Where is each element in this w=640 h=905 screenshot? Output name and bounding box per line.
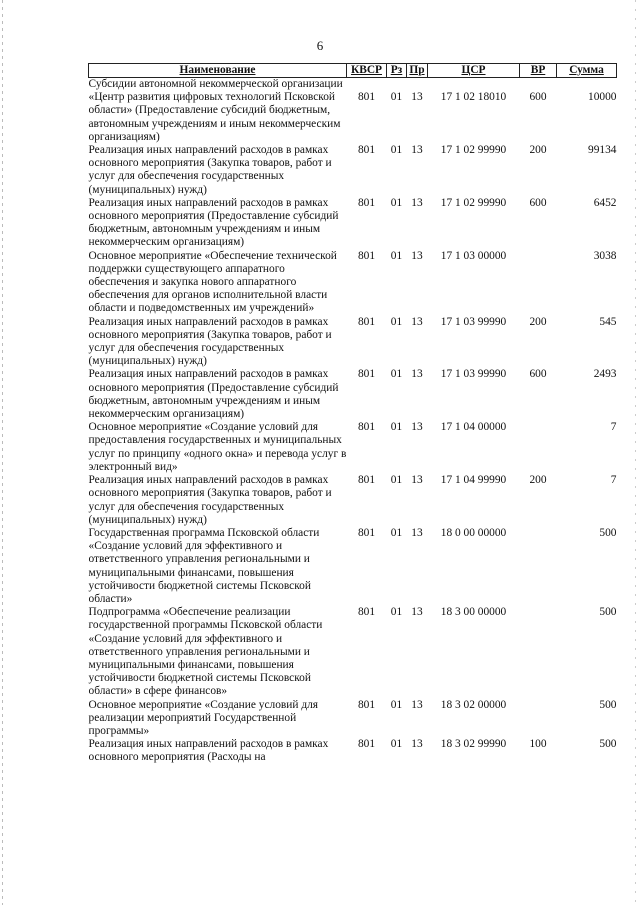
cell-vr: 100 bbox=[529, 738, 547, 751]
cell-name: Основное мероприятие «Обеспечение технической поддержки существующего аппаратного обеспечения и закупка нового аппаратного обеспечения для органов исполнительной власти области и подведомственных им учреждений» bbox=[88, 249, 337, 315]
cell-name: Субсидии автономной некоммерческой организации «Центр развития цифровых технологий Псковской области» (Предоставление субсидий бюджетным, автономным учреждениям и иным некоммерческим организациям) bbox=[88, 78, 343, 143]
cell-vr bbox=[520, 421, 557, 474]
table-row bbox=[89, 316, 617, 369]
cell-rz: 01 bbox=[390, 196, 403, 209]
table-row bbox=[89, 368, 617, 421]
cell-sum: 500 bbox=[599, 738, 617, 751]
cell-csr: 17 1 02 18010 bbox=[440, 91, 507, 103]
table-row bbox=[89, 527, 617, 606]
cell-pr: 13 bbox=[411, 91, 423, 103]
cell-csr: 17 1 03 99990 bbox=[440, 368, 507, 381]
budget-table bbox=[88, 63, 617, 765]
cell-csr: 17 1 04 99990 bbox=[440, 474, 507, 487]
cell-pr: 13 bbox=[411, 368, 423, 381]
cell-name: Реализация иных направлений расходов в рамках основного мероприятия (Закупка товаров, работ и услуг для обеспечения государственных (муниципальных) нужд) bbox=[88, 144, 332, 196]
cell-pr: 13 bbox=[411, 474, 423, 487]
cell-sum: 500 bbox=[599, 606, 617, 619]
page-number: 6 bbox=[316, 38, 324, 53]
column-header-sum: Сумма bbox=[557, 64, 617, 78]
cell-vr: 200 bbox=[529, 315, 547, 328]
cell-pr: 13 bbox=[411, 738, 423, 751]
scan-edge-right bbox=[635, 0, 636, 905]
cell-rz: 01 bbox=[390, 421, 403, 434]
cell-pr: 13 bbox=[411, 606, 423, 619]
table-row bbox=[89, 78, 617, 145]
cell-pr: 13 bbox=[411, 526, 423, 539]
table-row bbox=[89, 474, 617, 527]
column-header-csr: ЦСР bbox=[428, 64, 520, 78]
cell-vr bbox=[520, 606, 557, 698]
cell-csr: 18 3 02 99990 bbox=[440, 738, 507, 751]
cell-csr: 17 1 03 99990 bbox=[440, 315, 507, 328]
cell-kvsr: 801 bbox=[357, 315, 376, 328]
cell-pr: 13 bbox=[411, 698, 423, 711]
cell-rz: 01 bbox=[390, 526, 403, 539]
cell-pr: 13 bbox=[411, 315, 423, 328]
cell-name: Реализация иных направлений расходов в рамках основного мероприятия (Расходы на bbox=[88, 738, 329, 764]
cell-kvsr: 801 bbox=[357, 421, 376, 434]
cell-vr: 200 bbox=[529, 474, 547, 487]
cell-kvsr: 801 bbox=[357, 249, 376, 262]
cell-kvsr: 801 bbox=[357, 91, 376, 103]
cell-pr: 13 bbox=[411, 196, 423, 209]
cell-name: Реализация иных направлений расходов в рамках основного мероприятия (Закупка товаров, работ и услуг для обеспечения государственных (муниципальных) нужд) bbox=[88, 315, 332, 368]
table-row bbox=[89, 606, 617, 698]
cell-kvsr: 801 bbox=[357, 368, 376, 381]
cell-rz: 01 bbox=[390, 698, 403, 711]
scan-edge-left bbox=[2, 0, 3, 905]
cell-pr: 13 bbox=[411, 249, 423, 262]
cell-kvsr: 801 bbox=[357, 196, 376, 209]
cell-sum: 10000 bbox=[588, 91, 617, 103]
cell-name: Основное мероприятие «Создание условий для предоставления государственных и муниципальных услуг по принципу «одного окна» и перевода услуг в электронный вид» bbox=[88, 421, 347, 473]
column-header-vr: ВР bbox=[520, 64, 557, 78]
cell-sum: 2493 bbox=[593, 368, 617, 381]
cell-sum: 6452 bbox=[593, 196, 617, 209]
cell-name: Основное мероприятие «Создание условий для реализации мероприятий Государственной программы» bbox=[88, 698, 319, 737]
cell-rz: 01 bbox=[390, 368, 403, 381]
table-row bbox=[89, 197, 617, 250]
cell-rz: 01 bbox=[390, 144, 403, 157]
cell-sum: 99134 bbox=[588, 144, 617, 157]
column-header-pr: Пр bbox=[407, 64, 428, 78]
cell-kvsr: 801 bbox=[357, 526, 376, 539]
table-row bbox=[89, 421, 617, 474]
cell-kvsr: 801 bbox=[357, 606, 376, 619]
cell-csr: 17 1 02 99990 bbox=[440, 144, 507, 157]
cell-csr: 17 1 03 00000 bbox=[440, 249, 507, 262]
cell-sum: 7 bbox=[610, 474, 617, 487]
cell-vr: 200 bbox=[529, 144, 547, 157]
cell-name: Реализация иных направлений расходов в рамках основного мероприятия (Закупка товаров, работ и услуг для обеспечения государственных (муниципальных) нужд) bbox=[88, 474, 332, 526]
table-header-row bbox=[89, 64, 617, 78]
column-header-kvsr: КВСР bbox=[347, 64, 387, 78]
cell-sum: 500 bbox=[599, 698, 617, 711]
cell-kvsr: 801 bbox=[357, 698, 376, 711]
cell-sum: 3038 bbox=[593, 249, 617, 262]
cell-name: Государственная программа Псковской области «Создание условий для эффективного и ответственного управления региональными и муниципальными финансами, повышения устойчивости бюджетной системы Псковской области» bbox=[88, 526, 320, 605]
table-row bbox=[89, 699, 617, 739]
cell-vr bbox=[520, 250, 557, 316]
cell-rz: 01 bbox=[390, 738, 403, 751]
cell-name: Подпрограмма «Обеспечение реализации государственной программы Псковской области «Создание условий для эффективного и ответственного управления региональными и муниципальными финансами, повышения устойчивости бюджетной системы Псковской области» в сфере финансов» bbox=[88, 606, 323, 698]
column-header-rz: Рз bbox=[387, 64, 407, 78]
cell-vr bbox=[520, 699, 557, 739]
cell-sum: 500 bbox=[599, 526, 617, 539]
table-row bbox=[89, 738, 617, 764]
cell-vr: 600 bbox=[529, 368, 547, 381]
cell-kvsr: 801 bbox=[357, 738, 376, 751]
cell-rz: 01 bbox=[390, 91, 403, 103]
cell-csr: 17 1 02 99990 bbox=[440, 196, 507, 209]
cell-kvsr: 801 bbox=[357, 474, 376, 487]
cell-name: Реализация иных направлений расходов в рамках основного мероприятия (Предоставление субсидий бюджетным, автономным учреждениям и иным некоммерческим организациям) bbox=[88, 368, 339, 421]
table-body bbox=[89, 78, 617, 765]
cell-vr: 600 bbox=[529, 196, 547, 209]
cell-rz: 01 bbox=[390, 315, 403, 328]
cell-sum: 7 bbox=[610, 421, 617, 434]
cell-sum: 545 bbox=[599, 315, 617, 328]
column-header-name: Наименование bbox=[89, 64, 347, 78]
cell-pr: 13 bbox=[411, 421, 423, 434]
cell-pr: 13 bbox=[411, 144, 423, 157]
cell-csr: 18 3 02 00000 bbox=[440, 698, 507, 711]
cell-name: Реализация иных направлений расходов в рамках основного мероприятия (Предоставление субсидий бюджетным, автономным учреждениям и иным некоммерческим организациям) bbox=[88, 196, 339, 249]
table-row bbox=[89, 144, 617, 197]
cell-kvsr: 801 bbox=[357, 144, 376, 157]
cell-csr: 18 3 00 00000 bbox=[440, 606, 507, 619]
cell-vr: 600 bbox=[529, 91, 547, 103]
cell-rz: 01 bbox=[390, 606, 403, 619]
cell-rz: 01 bbox=[390, 474, 403, 487]
cell-csr: 18 0 00 00000 bbox=[440, 526, 507, 539]
table-row bbox=[89, 250, 617, 316]
cell-rz: 01 bbox=[390, 249, 403, 262]
cell-vr bbox=[520, 527, 557, 606]
cell-csr: 17 1 04 00000 bbox=[440, 421, 507, 434]
